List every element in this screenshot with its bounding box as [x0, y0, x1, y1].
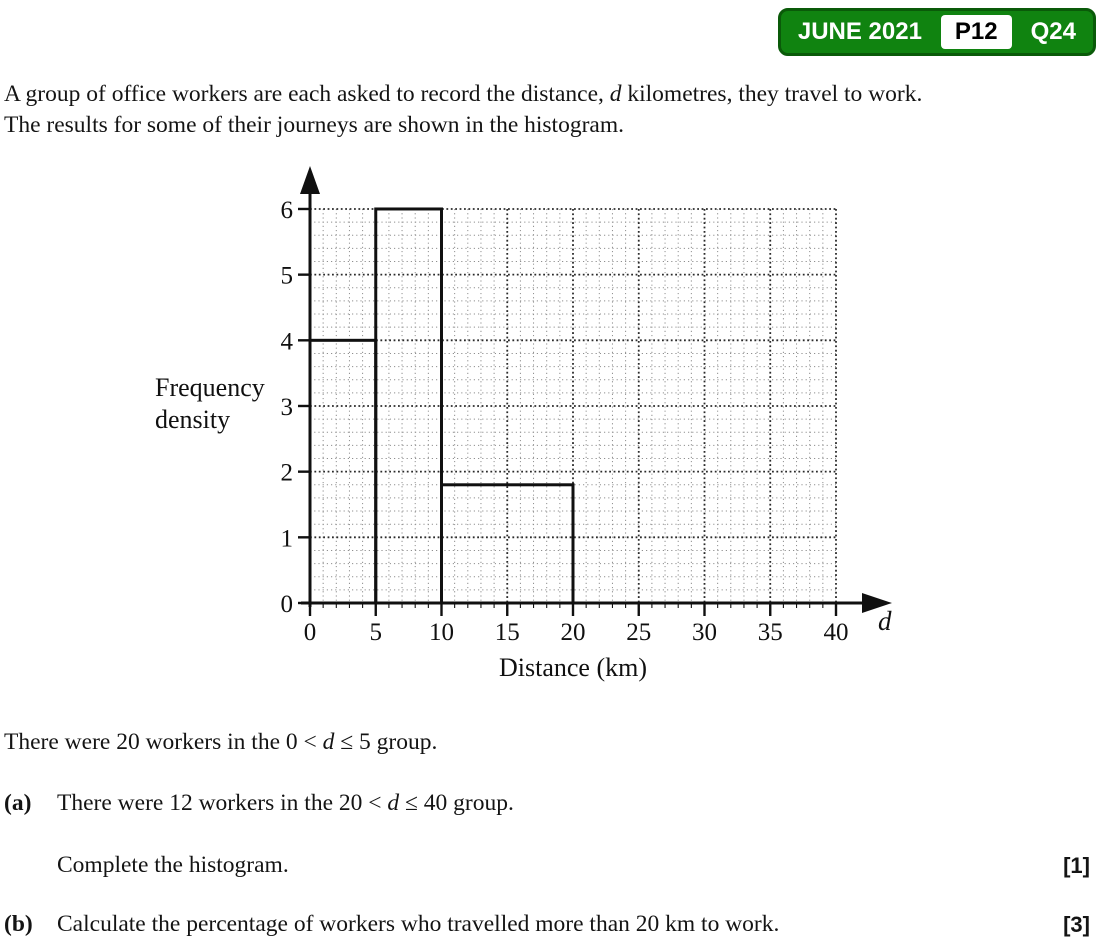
- statement-pre: There were 20 workers in the 0 <: [4, 729, 323, 755]
- part-a-label: (a): [4, 790, 32, 816]
- part-b-text: Calculate the percentage of workers who travelled more than 20 km to work.: [57, 911, 780, 937]
- distance-variable: d: [322, 729, 335, 755]
- y-axis-arrowhead-icon: [300, 166, 320, 194]
- intro-paragraph: [4, 79, 1090, 141]
- y-tick-label: 3: [280, 393, 293, 421]
- x-tick-label: 20: [560, 619, 586, 646]
- y-tick-label: 5: [280, 262, 293, 290]
- x-tick-label: 40: [823, 619, 849, 646]
- intro-line-1: [4, 79, 1090, 110]
- distance-variable: d: [609, 81, 622, 107]
- question-badge: [778, 8, 1096, 56]
- x-tick-label: 25: [626, 619, 652, 646]
- intro-line1-pre: A group of office workers are each asked to record the distance,: [4, 81, 610, 107]
- distance-variable: d: [387, 790, 400, 816]
- part-a-instruction: Complete the histogram.: [57, 852, 289, 878]
- badge-question: Q24: [1030, 18, 1076, 45]
- y-tick-label: 1: [280, 525, 293, 553]
- x-tick-label: 15: [494, 619, 520, 646]
- badge-session: JUNE 2021: [797, 18, 922, 45]
- part-b-marks: [3]: [1063, 912, 1090, 937]
- x-tick-label: 10: [429, 619, 454, 646]
- statement-line: [4, 727, 1090, 758]
- part-a-pre: There were 12 workers in the 20 <: [57, 790, 388, 816]
- part-a-marks: [1]: [1063, 853, 1090, 878]
- y-tick-label: 0: [280, 591, 293, 618]
- y-tick-label: 6: [280, 196, 293, 224]
- y-axis-title: density: [155, 405, 231, 434]
- x-tick-label: 30: [692, 619, 717, 646]
- x-tick-label: 0: [303, 619, 317, 646]
- x-axis-title: Distance (km): [498, 653, 648, 682]
- intro-line1-post: kilometres, they travel to work.: [621, 81, 923, 107]
- statement-post: ≤ 5 group.: [334, 729, 438, 755]
- part-a-post: ≤ 40 group.: [399, 790, 514, 816]
- histogram: [0, 152, 1100, 697]
- histogram-svg: [0, 152, 1100, 697]
- y-tick-label: 2: [280, 459, 293, 487]
- y-axis-title: Frequency: [155, 373, 265, 402]
- x-tick-label: 35: [757, 619, 783, 646]
- part-a-instruction-row: [57, 850, 1090, 881]
- badge-paper: P12: [941, 15, 1012, 49]
- part-b-line: [4, 909, 1090, 940]
- part-a-line: [4, 788, 1090, 819]
- y-tick-label: 4: [280, 328, 293, 356]
- intro-line-2: The results for some of their journeys are shown in the histogram.: [4, 112, 624, 138]
- x-axis-variable-label: d: [878, 606, 892, 636]
- x-tick-label: 5: [369, 619, 382, 646]
- part-b-label: (b): [4, 911, 33, 937]
